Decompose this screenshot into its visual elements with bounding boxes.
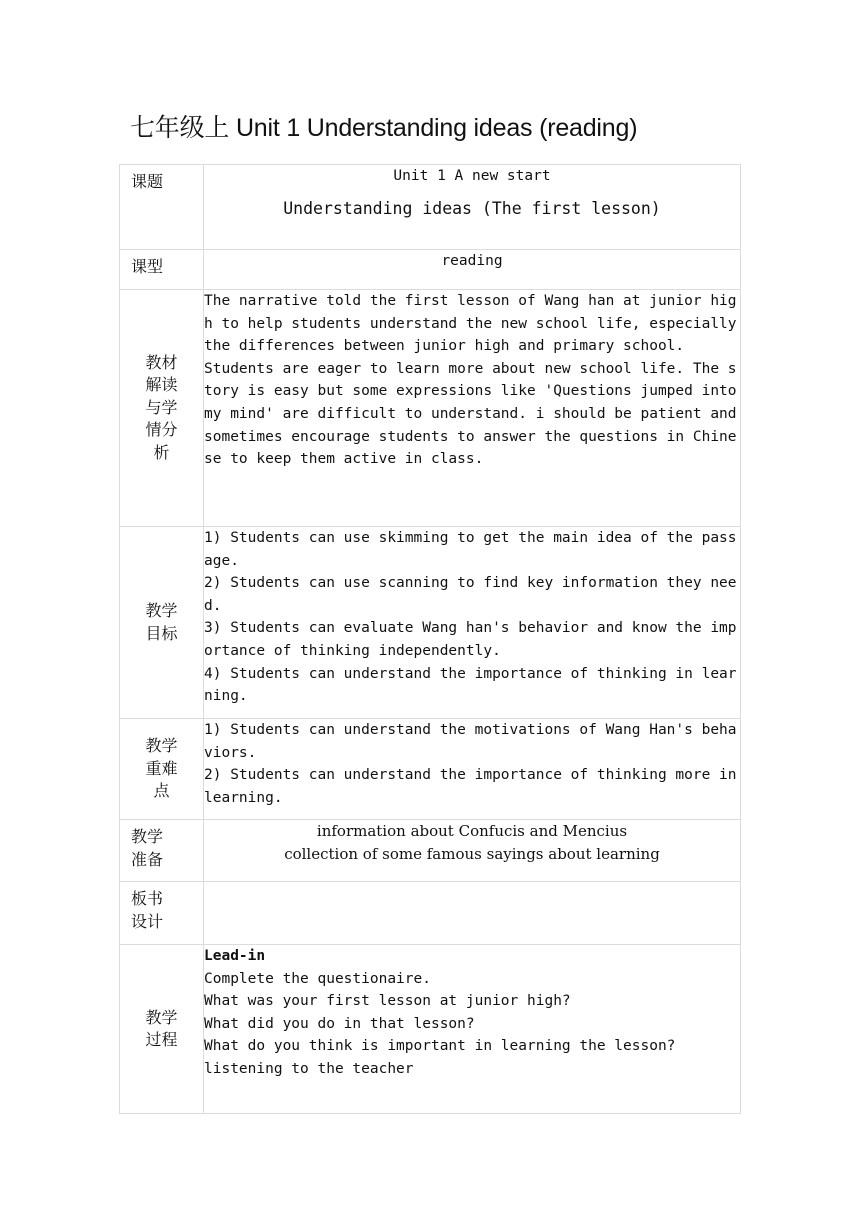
preparation-label-line: 教学 — [131, 827, 164, 846]
goal-item: 4) Students can understand the importance of thinking in learning. — [204, 665, 737, 705]
preparation-label-line: 准备 — [131, 849, 164, 869]
analysis-label-line: 析 — [153, 442, 170, 462]
goal-item: 1) Students can use skimming to get the main idea of the passage. — [204, 530, 737, 569]
key-points-content — [204, 719, 741, 820]
lesson-type-row — [120, 250, 741, 290]
process-line: What was your first lesson at junior high? — [204, 993, 571, 1010]
analysis-label-line: 解读 — [145, 375, 178, 395]
goals-content — [204, 527, 741, 719]
topic-row — [120, 165, 741, 250]
process-line: Complete the questionaire. — [204, 970, 431, 987]
lesson-plan-table — [119, 164, 741, 1114]
key-points-label — [120, 719, 204, 820]
analysis-paragraph: The narrative told the first lesson of Wang han at junior high to help students understand the new school life, especially the differences between junior high and primary school. — [204, 293, 737, 355]
process-label — [120, 945, 204, 1114]
goal-item: 3) Students can evaluate Wang han's behavior and know the importance of thinking independently. — [204, 620, 737, 659]
analysis-content — [204, 290, 741, 527]
process-line: What do you think is important in learning the lesson? — [204, 1038, 676, 1055]
topic-unit: Unit 1 A new start — [393, 168, 551, 184]
board-design-content — [204, 882, 741, 945]
topic-content — [204, 165, 741, 250]
page-title: 七年级上 Unit 1 Understanding ideas (reading) — [130, 114, 638, 142]
key-points-label-line: 教学 — [145, 736, 178, 756]
goals-label-line: 教学 — [145, 601, 178, 620]
key-point-item: 1) Students can understand the motivations of Wang Han's behaviors. — [204, 722, 737, 761]
preparation-item: collection of some famous sayings about learning — [284, 844, 660, 863]
process-line: What did you do in that lesson? — [204, 1015, 475, 1032]
analysis-label — [120, 290, 204, 527]
key-points-label-line: 重难 — [145, 758, 178, 778]
process-line: listening to the teacher — [204, 1060, 414, 1077]
board-design-label — [120, 882, 204, 945]
process-heading: Lead-in — [204, 948, 266, 964]
analysis-label-line: 教材 — [145, 352, 178, 372]
goals-label-line: 目标 — [145, 623, 178, 643]
preparation-item: information about Confucis and Mencius — [316, 822, 628, 840]
process-content — [204, 945, 741, 1114]
process-label-line: 教学 — [145, 1007, 178, 1027]
key-points-label-line: 点 — [153, 781, 170, 801]
process-row — [120, 945, 741, 1114]
process-label-line: 过程 — [145, 1030, 178, 1049]
preparation-label — [120, 820, 204, 882]
lesson-type-value: reading — [204, 250, 741, 290]
analysis-label-line: 与学 — [145, 397, 178, 417]
analysis-paragraph: Students are eager to learn more about new school life. The story is easy but some expressions like 'Questions jumped into my mind' are difficult to understand. i should be patient and sometimes encourage students to answer the questions in Chinese to keep them active in class. — [204, 360, 737, 468]
analysis-label-line: 情分 — [145, 420, 178, 440]
goals-label — [120, 527, 204, 719]
topic-lesson: Understanding ideas (The first lesson) — [283, 198, 661, 218]
lesson-type-label: 课型 — [120, 250, 204, 290]
board-design-row — [120, 882, 741, 945]
goals-row — [120, 527, 741, 719]
goal-item: 2) Students can use scanning to find key information they need. — [204, 575, 737, 614]
preparation-content — [204, 820, 741, 882]
board-design-label-line: 板书 — [131, 889, 164, 908]
topic-label: 课题 — [120, 165, 204, 250]
key-points-row — [120, 719, 741, 820]
key-point-item: 2) Students can understand the importance of thinking more in learning. — [204, 767, 737, 806]
board-design-label-line: 设计 — [131, 911, 164, 931]
analysis-row — [120, 290, 741, 527]
preparation-row — [120, 820, 741, 882]
